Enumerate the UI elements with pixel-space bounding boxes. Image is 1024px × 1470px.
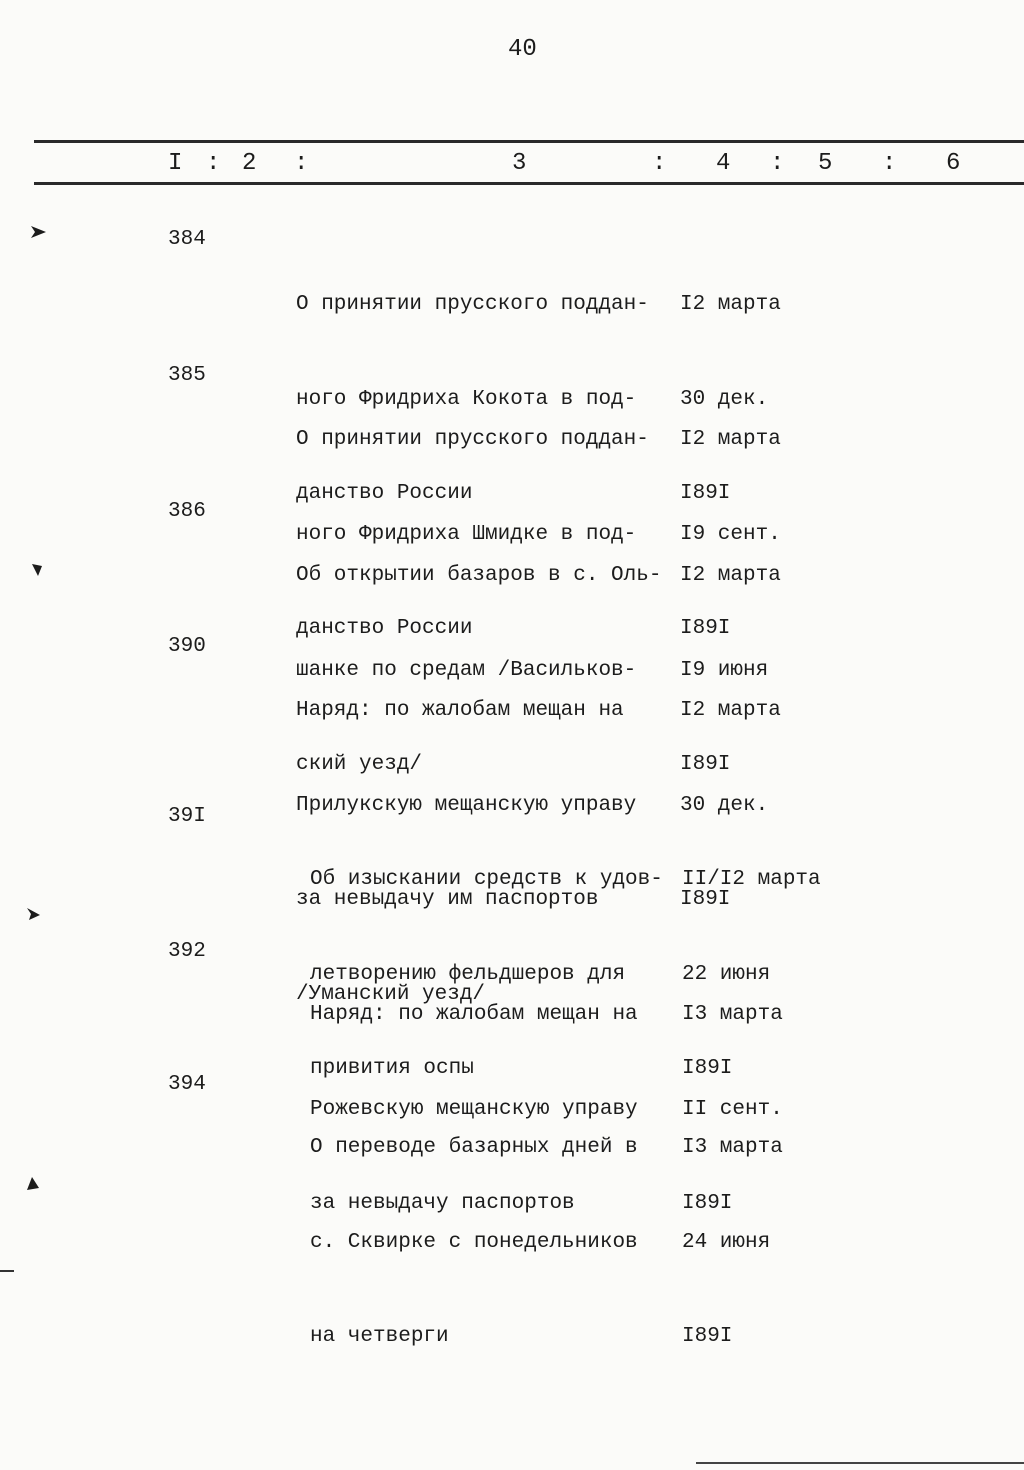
entry-date-start: I2 марта <box>680 564 781 587</box>
entry-date-end: 30 дек. <box>680 387 769 411</box>
entry-description-line: ский уезд/ <box>296 753 423 776</box>
column-header-4: 4 <box>716 150 731 177</box>
entry-date-start: I3 марта <box>682 1003 783 1026</box>
entry-description <box>310 1069 638 1416</box>
margin-mark-icon <box>24 1176 42 1194</box>
entry-date-end: 30 дек. <box>680 793 769 817</box>
column-separator: : <box>652 150 667 177</box>
entry-description-line: за невыдачу им паспортов <box>296 888 599 911</box>
entry-description-line: данство России <box>296 617 473 640</box>
entry-dates <box>682 1069 783 1416</box>
entry-description-line: данство России <box>296 482 473 505</box>
entry-date-start: I2 марта <box>680 699 781 722</box>
entry-description-line: ного Фридриха Кокота в под- <box>296 387 637 411</box>
entry-year: I89I <box>680 482 731 505</box>
entry-date-end: II сент. <box>682 1097 783 1121</box>
entry-year: I89I <box>680 753 731 776</box>
margin-mark-icon <box>30 562 44 578</box>
entry-description-line: привития оспы <box>310 1057 474 1080</box>
bottom-edge-line <box>696 1462 1024 1464</box>
header-rule-bottom <box>34 182 1024 185</box>
margin-mark-icon <box>30 224 48 240</box>
entry-number: 385 <box>168 364 206 387</box>
column-header-1: I <box>168 150 183 177</box>
entry-description-line: О принятии прусского поддан- <box>296 293 649 316</box>
entry-year: I89I <box>682 1057 733 1080</box>
entry-description-line: летворению фельдшеров для <box>310 962 626 986</box>
column-separator: : <box>770 150 785 177</box>
column-header-2: 2 <box>242 150 257 177</box>
column-separator: : <box>294 150 309 177</box>
entry-date-end: 22 июня <box>682 962 771 986</box>
column-separator: : <box>206 150 221 177</box>
entry-date-end: I9 июня <box>680 658 769 682</box>
header-rule-top <box>34 140 1024 143</box>
entry-number: 390 <box>168 635 206 658</box>
left-edge-line <box>0 1270 14 1272</box>
column-separator: : <box>882 150 897 177</box>
entry-date-start: I2 марта <box>680 428 781 451</box>
entry-date-start: I2 марта <box>680 293 781 316</box>
entry-date-start: I3 марта <box>682 1136 783 1159</box>
entry-date-end: I9 сент. <box>680 522 781 546</box>
entry-date-start: II/I2 марта <box>682 868 821 891</box>
entry-year: I89I <box>680 888 731 911</box>
page-number: 40 <box>508 36 537 63</box>
entry-description-line: с. Сквирке с понедельников <box>310 1230 638 1254</box>
entry-number: 384 <box>168 228 206 251</box>
entry-description-line: Прилукскую мещанскую управу <box>296 793 637 817</box>
entry-description-line: ного Фридриха Шмидке в под- <box>296 522 637 546</box>
entry-description-line: О принятии прусского поддан- <box>296 428 649 451</box>
entry-description-line: Об изыскании средств к удов- <box>310 868 663 891</box>
entry-date-end: 24 июня <box>682 1230 771 1254</box>
entry-description-line: Наряд: по жалобам мещан на <box>296 699 624 722</box>
entry-description-line: Об открытии базаров в с. Оль- <box>296 564 662 587</box>
column-header-3: 3 <box>512 150 527 177</box>
column-header-5: 5 <box>818 150 833 177</box>
entry-year: I89I <box>680 617 731 640</box>
entry-number: 394 <box>168 1073 206 1096</box>
entry-description-line: /Уманский уезд/ <box>296 982 486 1006</box>
entry-description-line: Наряд: по жалобам мещан на <box>310 1003 638 1026</box>
entry-number: 392 <box>168 940 206 963</box>
entry-year: I89I <box>682 1192 733 1215</box>
entry-number: 386 <box>168 500 206 523</box>
margin-mark-icon <box>26 906 42 922</box>
entry-description-line: О переводе базарных дней в <box>310 1136 638 1159</box>
entry-description-line: шанке по средам /Васильков- <box>296 658 637 682</box>
entry-description-line: за невыдачу паспортов <box>310 1192 575 1215</box>
entry-number: 39I <box>168 805 206 828</box>
column-header-6: 6 <box>946 150 961 177</box>
entry-year: I89I <box>682 1325 733 1348</box>
entry-description-line: Рожевскую мещанскую управу <box>310 1097 638 1121</box>
entry-description-line: на четверги <box>310 1325 449 1348</box>
